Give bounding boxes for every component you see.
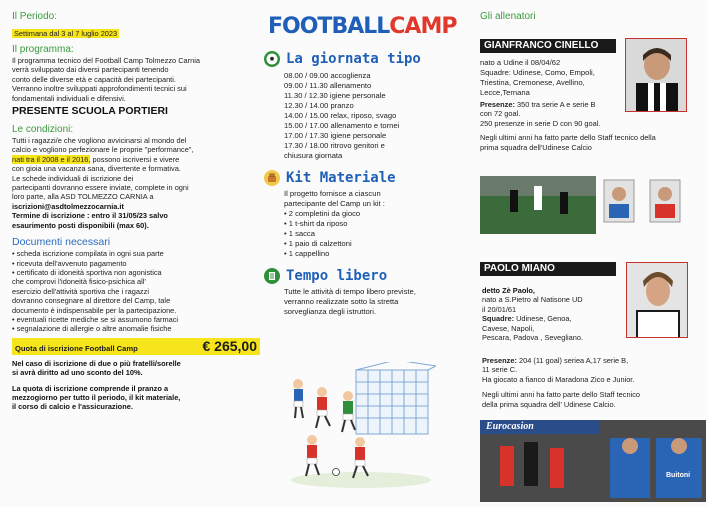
fee-box (12, 338, 260, 355)
coach2-squadre-line: Cavese, Napoli, (482, 323, 535, 333)
kit-heading (264, 169, 470, 187)
book-icon (264, 268, 280, 284)
programma-line: verrà sviluppato dai diversi partecipanti tenendo (12, 65, 169, 75)
programma-line: conto delle diverse età e capacità dei partecipanti. (12, 74, 176, 84)
condizioni-line: Tutti i ragazzi/e che vogliono avvicinarsi al mondo del (12, 136, 187, 146)
jersey-sponsor: Buitoni (666, 472, 691, 479)
schedule-item: 11.30 / 12.30 igiene personale (284, 91, 386, 100)
tempo-text (284, 287, 470, 317)
programma-line: Verranno inoltre sviluppati approfondimenti tecnici sui (12, 84, 187, 94)
coach2-nick: detto Zè Paolo, (482, 286, 535, 295)
coach2-line: il 20/01/61 (482, 304, 517, 314)
documento-item: • scheda iscrizione compilata in ogni sua parte (12, 249, 164, 259)
football-camp-logo (268, 14, 470, 48)
schedule-item: 14.00 / 15.00 relax, riposo, svago (284, 111, 397, 120)
soccer-ball-icon (264, 51, 280, 67)
coach1-photo (625, 38, 687, 112)
schedule-item: 17.00 / 17.30 igiene personale (284, 131, 387, 140)
coach1-presenze-line: con 72 goal. (480, 109, 521, 119)
schedule-item: 15.00 / 17.00 allenamento e tornei (284, 121, 400, 130)
quota-line: mezzogiorno per tutto il periodo, il kit materiale, (12, 392, 181, 402)
coach2-squadre-more (482, 324, 627, 343)
coach1-photo-strip (480, 176, 706, 236)
tempo-title: Tempo libero (286, 268, 388, 284)
periodo-title: Il Periodo: (12, 11, 58, 22)
coach2-name: PAOLO MIANO (480, 262, 616, 276)
coach2-squadre-value: Udinese, Genoa, (514, 314, 572, 324)
coach2-staff (482, 390, 704, 409)
middle-column (264, 0, 470, 507)
allenatori-title: Gli allenatori (480, 11, 536, 22)
schedule-item: 17.30 / 18.00 ritrovo genitori e (284, 141, 385, 150)
kit-item: • 1 sacca (284, 229, 315, 238)
giornata-heading (264, 50, 470, 68)
coach2-presenze (482, 356, 704, 365)
scuola-portieri: PRESENTE SCUOLA PORTIERI (12, 105, 168, 118)
coach1-line: nato a Udine il 08/04/62 (480, 58, 561, 67)
coach2-line: nato a S.Pietro al Natisone UD (482, 295, 583, 305)
birth-years-rest: possono iscriversi e vivere (90, 154, 180, 164)
documento-item: che comprovi l'idoneità fisico-psichica all' (12, 277, 146, 287)
quota-line: La quota di iscrizione comprende il pranzo a (12, 383, 169, 393)
condizioni-line: Le schede individuali di iscrizione dei (12, 173, 134, 183)
kit-item: • 1 t-shirt da riposo (284, 219, 348, 228)
kit-item: partecipante del Camp un kit : (284, 199, 385, 208)
coach2-squadre-label: Squadre: (482, 314, 515, 324)
condizioni-line: partecipanti dovranno essere inviate, complete in ogni (12, 183, 189, 193)
left-column (12, 11, 260, 507)
documento-item: esercizio dell'attività sportiva che i ragazzi (12, 286, 149, 296)
coach2-presenze-more (482, 365, 704, 384)
documento-item: dovranno consegnare al direttore del Camp, tale (12, 296, 171, 306)
coach1-line: Squadre: Udinese, Como, Empoli, (480, 68, 595, 77)
fee-amount: € 265,00 (202, 337, 257, 354)
schedule-item: 08.00 / 09.00 accoglienza (284, 71, 371, 80)
coach2-squadre (482, 314, 627, 323)
coach1-staff (480, 133, 706, 152)
eurocasion-banner: Eurocasion (486, 421, 534, 432)
kid-3 (342, 391, 355, 432)
coach2-info (482, 286, 627, 342)
schedule-item: 12.30 / 14.00 pranzo (284, 101, 354, 110)
documento-item: • segnalazione di allergie o altre anomalie fisiche (12, 324, 172, 334)
documento-item: • certificato di idoneità sportiva non agonistica (12, 267, 162, 277)
tempo-line: Tutte le attività di tempo libero previste, (284, 287, 416, 296)
programma-line: fondamentali individuali e difensivi. (12, 93, 126, 103)
documento-item: • eventuali ricette mediche se si assumono farmaci (12, 314, 179, 324)
periodo-text: Settimana dal 3 al 7 luglio 2023 (14, 29, 118, 38)
condizioni-line: calcio e vogliono perfezionare le proprie "performance", (12, 145, 194, 155)
kid-2 (316, 387, 330, 428)
coach2-presenze-value: 204 (11 goal) seriea A,17 serie B, (516, 356, 629, 365)
logo-camp: CAMP (389, 14, 457, 39)
kid-5 (353, 437, 368, 478)
kit-item: Il progetto fornisce a ciascun (284, 189, 381, 198)
kid-1 (293, 379, 303, 418)
documenti-title: Documenti necessari (12, 236, 111, 249)
condizioni-birth-years (12, 155, 260, 164)
coach2-staff-line: della prima squadra dell' Udinese Calcio. (482, 399, 616, 409)
logo-football: FOOTBALL (268, 14, 390, 39)
coach1-presenze-value: 350 tra serie A e serie B (514, 100, 596, 109)
giornata-schedule (284, 71, 470, 161)
coach2-presenze-line: 11 serie C. (482, 365, 518, 375)
programma-title: Il programma: (12, 44, 74, 55)
kit-item: • 1 paio di calzettoni (284, 239, 352, 248)
coach1-line: Triestina, Cremonese, Avellino, (480, 78, 585, 87)
fee-label: Quota di iscrizione Football Camp (15, 343, 138, 353)
documenti-list (12, 249, 260, 334)
tempo-line: sorveglianza degli istruttori. (284, 307, 377, 316)
coach2-photo-strip (480, 420, 706, 502)
tempo-heading (264, 267, 470, 285)
kit-bag-icon (264, 170, 280, 186)
coach1-staff-line: prima squadra dell'Udinese Calcio (480, 142, 592, 152)
coach1-presenze-more (480, 109, 706, 128)
quota-include-text (12, 384, 260, 412)
coach1-bio (480, 58, 630, 98)
sconto-text (12, 359, 260, 378)
documento-item: documento è indispensabile per la partecipazione. (12, 305, 177, 315)
condizioni-text-2 (12, 164, 260, 202)
sconto-line: si avrà diritto ad uno sconto del 10%. (12, 368, 143, 378)
email-address[interactable]: iscrizioni@asdtolmezzocarnia.it (12, 201, 124, 211)
ball (333, 469, 340, 476)
coach1-presenze-label: Presenze: (480, 100, 515, 109)
kids-playing-illustration (286, 362, 436, 492)
coach2-career (482, 356, 704, 409)
birth-years-highlight: nati tra il 2008 e il 2016, (12, 154, 91, 164)
kit-item: • 1 cappellino (284, 249, 330, 258)
schedule-item: 09.00 / 11.30 allenamento (284, 81, 372, 90)
schedule-item: chiusura giornata (284, 151, 343, 160)
documento-item: • ricevuta dell'avvenuto pagamento (12, 258, 127, 268)
quota-line: il corso di calcio e l'assicurazione. (12, 402, 133, 412)
programma-text (12, 56, 260, 103)
condizioni-title: Le condizioni: (12, 124, 74, 136)
right-column (480, 0, 706, 507)
coach1-staff-line: Negli ultimi anni ha fatto parte dello Staff tecnico della (480, 133, 656, 143)
coach2-squadre-line: Pescara, Padova , Sevegliano. (482, 333, 584, 343)
kid-4 (306, 435, 319, 476)
termine-line-2: esaurimento posti disponibili (max 60). (12, 220, 149, 230)
coach1-line: Lecce,Ternana (480, 88, 530, 97)
tempo-line: verranno realizzate sotto la stretta (284, 297, 399, 306)
coach2-bio (482, 295, 627, 314)
coach2-presenze-label: Presenze: (482, 356, 517, 365)
coach2-photo (626, 262, 688, 338)
coach1-name: GIANFRANCO CINELLO (480, 39, 616, 53)
giornata-title: La giornata tipo (286, 51, 421, 67)
programma-line: Il programma tecnico del Football Camp Tolmezzo Carnia (12, 56, 200, 65)
kit-title: Kit Materiale (286, 170, 396, 186)
kit-list (284, 189, 470, 259)
condizioni-line: loro parte, alla ASD TOLMEZZO CARNIA a (12, 192, 154, 202)
coach2-staff-line: Negli ultimi anni ha fatto parte dello Staff tecnico (482, 390, 641, 400)
sconto-line: Nel caso di iscrizione di due o più fratelli/sorelle (12, 358, 181, 368)
kit-item: • 2 completini da gioco (284, 209, 361, 218)
condizioni-text (12, 136, 260, 155)
coach1-presenze-line: 250 presenze in serie D con 90 goal. (480, 118, 601, 128)
coach2-presenze-line: Ha giocato a fianco di Maradona Zico e Junior. (482, 374, 635, 384)
condizioni-line: con gioia una vacanza sana, divertente e formativa. (12, 164, 181, 174)
termine-line-1: Termine di iscrizione : entro il 31/05/23 salvo (12, 211, 168, 221)
